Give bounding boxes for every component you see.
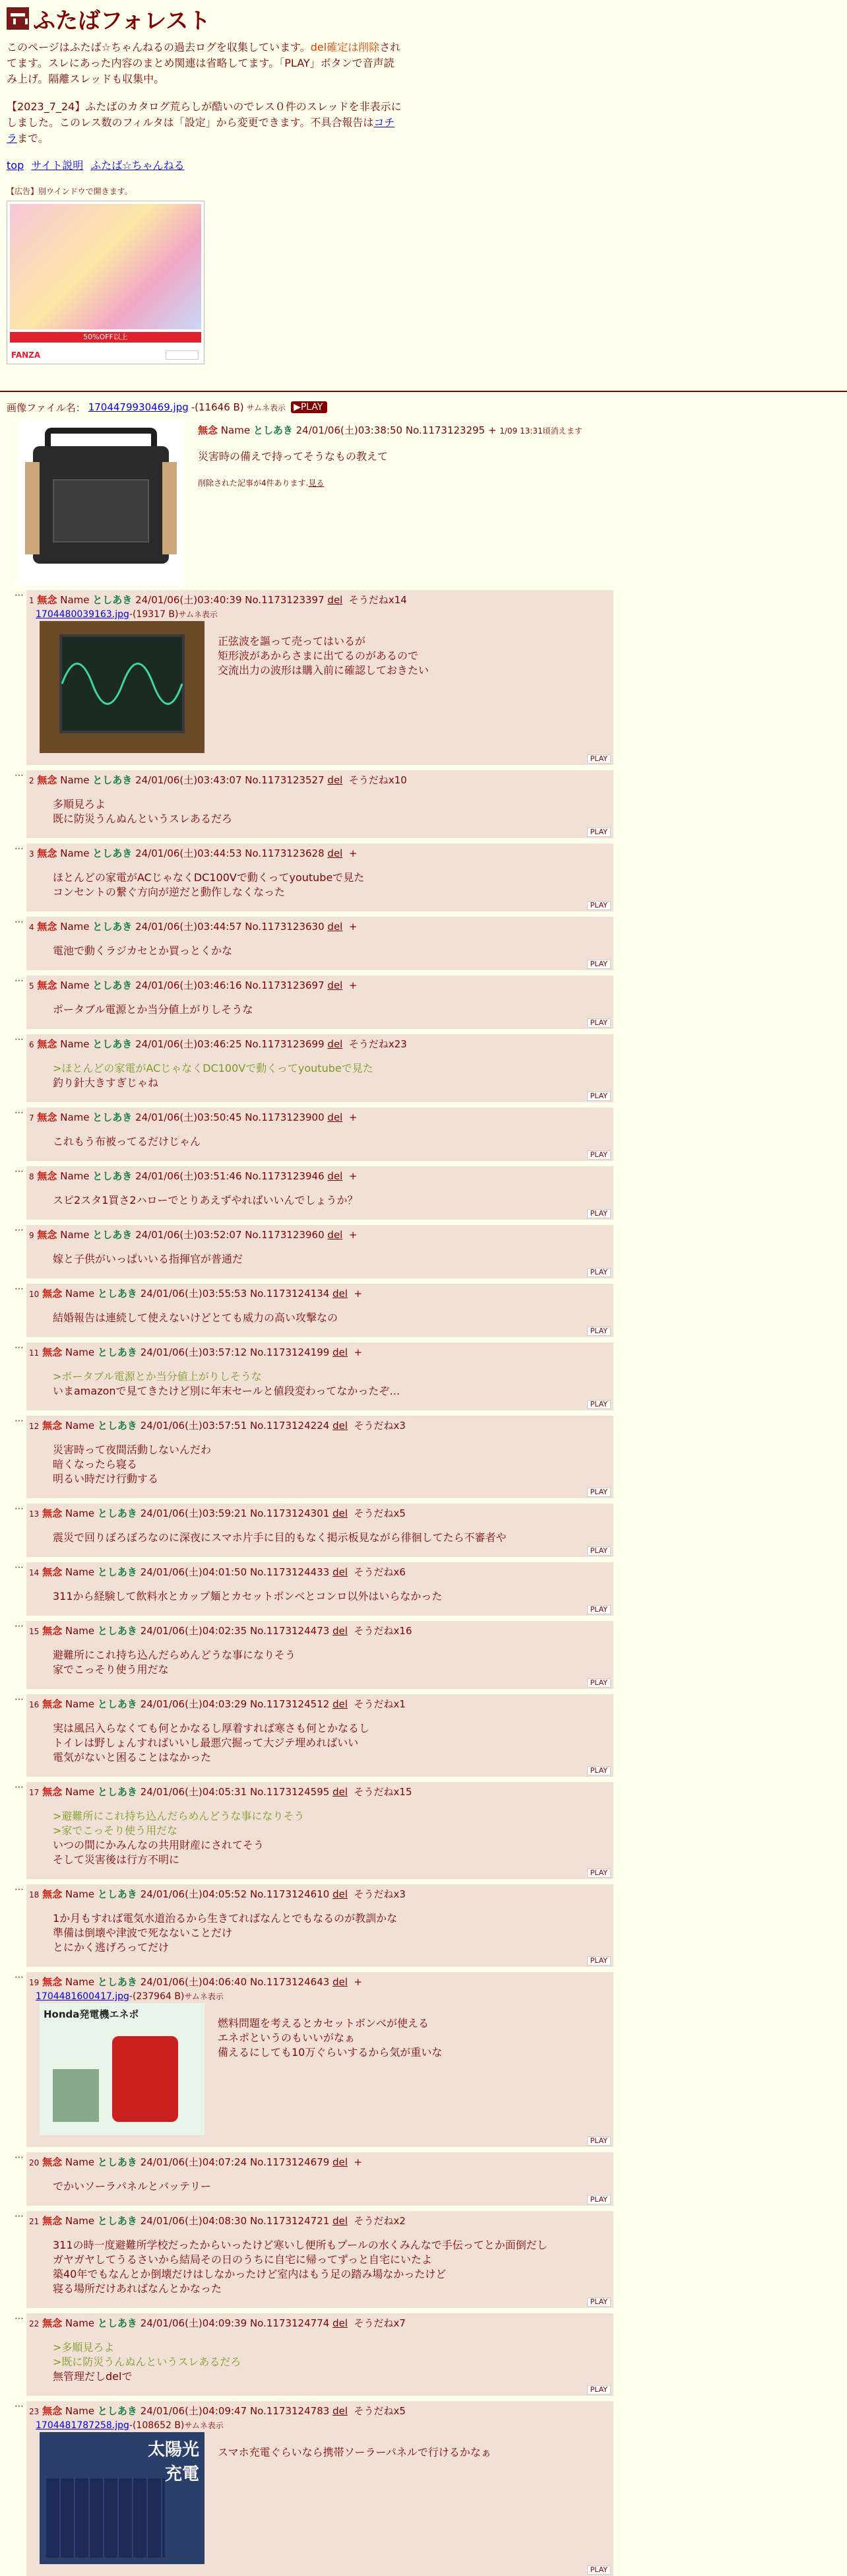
reply-meta: 6 無念 Name としあき 24/01/06(土)03:46:25 No.1173123699 del そうだねx23 bbox=[29, 1038, 407, 1050]
reply-file-line: 1704481787258.jpg-(108652 B)サムネ表示 bbox=[36, 2420, 224, 2431]
reply-menu-icon[interactable]: ⋯ bbox=[15, 2401, 24, 2412]
reply-image-row bbox=[33, 2432, 613, 2564]
del-button[interactable]: del bbox=[327, 774, 343, 786]
thumb-toggle[interactable]: サムネ表示 bbox=[178, 610, 218, 619]
reply-meta: 12 無念 Name としあき 24/01/06(土)03:57:51 No.1173124224 del そうだねx3 bbox=[29, 1420, 406, 1432]
site-title-text: ふたばフォレスト bbox=[33, 7, 211, 34]
ad-caption: 【広告】別ウインドウで開きます。 bbox=[7, 187, 133, 196]
reply-file-link[interactable]: 1704480039163.jpg bbox=[36, 609, 129, 620]
del-button[interactable]: del bbox=[327, 921, 343, 933]
reply-file-line: 1704481600417.jpg-(237964 B)サムネ表示 bbox=[36, 1991, 224, 2002]
reply-play-button[interactable]: PLAY bbox=[587, 1327, 611, 1336]
del-button[interactable]: del bbox=[332, 2215, 348, 2227]
reply-line: コンセントの繋ぐ方向が逆だと動作しなくなった bbox=[53, 886, 286, 898]
reply-play-button[interactable]: PLAY bbox=[587, 1488, 611, 1497]
reply-menu-icon[interactable]: ⋯ bbox=[15, 1782, 24, 1793]
reply-meta: 23 無念 Name としあき 24/01/06(土)04:09:47 No.1173124783 del そうだねx5 bbox=[29, 2405, 406, 2417]
ad-banner[interactable] bbox=[7, 201, 204, 364]
op-plus-button[interactable]: + bbox=[488, 424, 497, 436]
reply-play-button[interactable]: PLAY bbox=[587, 1766, 611, 1775]
reply-post bbox=[15, 1107, 613, 1161]
reply-play-button[interactable]: PLAY bbox=[587, 1678, 611, 1688]
sodane-button[interactable]: そうだねx16 bbox=[354, 1625, 412, 1637]
reply-post bbox=[15, 1416, 613, 1498]
reply-post bbox=[15, 2313, 613, 2396]
reply-line: 備えるにしても10万ぐらいするから気が重いな bbox=[218, 2046, 443, 2059]
sodane-button[interactable]: そうだねx5 bbox=[354, 2405, 406, 2417]
reply-meta: 1 無念 Name としあき 24/01/06(土)03:40:39 No.1173123397 del そうだねx14 bbox=[29, 594, 407, 606]
reply-meta: 20 無念 Name としあき 24/01/06(土)04:07:24 No.1173124679 del + bbox=[29, 2156, 363, 2168]
sodane-button[interactable]: + bbox=[354, 1288, 363, 1300]
reply-image-row bbox=[33, 621, 613, 753]
reply-play-button[interactable]: PLAY bbox=[587, 901, 611, 910]
reply-post bbox=[15, 1503, 613, 1557]
del-button[interactable]: del bbox=[332, 1288, 348, 1300]
reply-line: 既に防災うんぬんというスレあるだろ bbox=[53, 812, 233, 825]
sodane-button[interactable]: + bbox=[348, 847, 358, 859]
reply-play-button[interactable]: PLAY bbox=[587, 1150, 611, 1160]
reply-meta: 10 無念 Name としあき 24/01/06(土)03:55:53 No.1173124134 del + bbox=[29, 1288, 363, 1300]
op-meta: 無念 Name としあき 24/01/06(土)03:38:50 No.1173123295 + 1/09 13:31頃消えます bbox=[198, 424, 582, 436]
reply-line: 釣り針大きすぎじゃね bbox=[53, 1076, 159, 1089]
del-button[interactable]: del bbox=[332, 1566, 348, 1578]
site-description: このページはふたば☆ちゃんねるの過去ログを収集しています。del確定は削除されてます。スレにあった内容のまとめ関連は省略してます。「PLAY」ボタンで音声読み上げ。隔離スレッドも収集中。 bbox=[7, 41, 401, 85]
reply-menu-icon[interactable]: ⋯ bbox=[15, 1972, 24, 1983]
reply-menu-icon[interactable]: ⋯ bbox=[15, 1621, 24, 1632]
del-button[interactable]: del bbox=[332, 1507, 348, 1519]
reply-menu-icon[interactable]: ⋯ bbox=[15, 1284, 24, 1294]
sodane-button[interactable]: そうだねx6 bbox=[354, 1566, 406, 1578]
reply-menu-icon[interactable]: ⋯ bbox=[15, 1562, 24, 1573]
reply-menu-icon[interactable]: ⋯ bbox=[15, 2313, 24, 2324]
reply-line: 家でこっそり使う用だな bbox=[53, 1663, 169, 1676]
del-button[interactable]: del bbox=[327, 979, 343, 991]
reply-line: 無管理だしdelで bbox=[53, 2370, 133, 2383]
reply-meta: 4 無念 Name としあき 24/01/06(土)03:44:57 No.1173123630 del + bbox=[29, 921, 358, 933]
reply-menu-icon[interactable]: ⋯ bbox=[15, 2152, 24, 2163]
reply-file-link[interactable]: 1704481600417.jpg bbox=[36, 1991, 129, 2002]
reply-line: >家でこっそり使う用だな bbox=[53, 1824, 178, 1837]
reply-meta: 8 無念 Name としあき 24/01/06(土)03:51:46 No.1173123946 del + bbox=[29, 1170, 358, 1182]
reply-play-button[interactable]: PLAY bbox=[587, 1268, 611, 1277]
reply-line: 交流出力の波形は購入前に確認しておきたい bbox=[218, 664, 429, 677]
reply-meta: 22 無念 Name としあき 24/01/06(土)04:09:39 No.1173124774 del そうだねx7 bbox=[29, 2317, 406, 2329]
reply-menu-icon[interactable]: ⋯ bbox=[15, 770, 24, 781]
del-button[interactable]: del bbox=[332, 1698, 348, 1710]
sodane-button[interactable]: そうだねx1 bbox=[354, 1698, 406, 1710]
del-button[interactable]: del bbox=[327, 1038, 343, 1050]
reply-play-button[interactable]: PLAY bbox=[587, 1092, 611, 1101]
sodane-button[interactable]: そうだねx2 bbox=[354, 2215, 406, 2227]
reply-play-button[interactable]: PLAY bbox=[587, 1956, 611, 1965]
reply-menu-icon[interactable]: ⋯ bbox=[15, 975, 24, 986]
sodane-button[interactable]: + bbox=[354, 1976, 363, 1988]
reply-meta: 3 無念 Name としあき 24/01/06(土)03:44:53 No.1173123628 del + bbox=[29, 847, 358, 859]
reply-post bbox=[15, 2152, 613, 2206]
reply-line: エネポというのもいいがなぁ bbox=[218, 2031, 356, 2044]
reply-line: 震災で回りぼろぼろなのに深夜にスマホ片手に目的もなく掲示板見ながら徘徊してたら不審者や bbox=[53, 1531, 507, 1544]
reply-thumbnail[interactable]: 太陽光充電 bbox=[33, 2432, 218, 2564]
sodane-button[interactable]: そうだねx14 bbox=[348, 594, 407, 606]
reply-meta: 11 無念 Name としあき 24/01/06(土)03:57:12 No.1173124199 del + bbox=[29, 1346, 363, 1358]
sodane-button[interactable]: + bbox=[348, 979, 358, 991]
site-info-link[interactable]: サイト説明 bbox=[31, 159, 84, 172]
reply-play-button[interactable]: PLAY bbox=[587, 2136, 611, 2146]
ad-sale-bar: 50%OFF以上 bbox=[10, 332, 201, 343]
reply-play-button[interactable]: PLAY bbox=[587, 960, 611, 969]
reply-line: 嫁と子供がいっぱいいる指揮官が普通だ bbox=[53, 1253, 243, 1265]
op-text: 災害時の備えで持ってそうなもの教えて bbox=[198, 450, 389, 463]
sodane-button[interactable]: + bbox=[348, 1170, 358, 1182]
reply-list bbox=[7, 590, 840, 2576]
sodane-button[interactable]: + bbox=[348, 921, 358, 933]
reply-meta: 5 無念 Name としあき 24/01/06(土)03:46:16 No.1173123697 del + bbox=[29, 979, 358, 991]
reply-meta: 17 無念 Name としあき 24/01/06(土)04:05:31 No.1173124595 del そうだねx15 bbox=[29, 1786, 412, 1798]
ad-nav-arrows[interactable] bbox=[166, 350, 199, 360]
reply-post bbox=[15, 1225, 613, 1278]
reply-line: >多順見ろよ bbox=[53, 2341, 115, 2354]
reply-meta: 9 無念 Name としあき 24/01/06(土)03:52:07 No.1173123960 del + bbox=[29, 1229, 358, 1241]
del-button[interactable]: del bbox=[332, 2405, 348, 2417]
reply-play-button[interactable]: PLAY bbox=[587, 754, 611, 764]
reply-file-line: 1704480039163.jpg-(19317 B)サムネ表示 bbox=[36, 609, 218, 620]
reply-meta: 15 無念 Name としあき 24/01/06(土)04:02:35 No.1173124473 del そうだねx16 bbox=[29, 1625, 412, 1637]
reply-line: スマホ充電ぐらいなら携帯ソーラーパネルで行けるかなぁ bbox=[218, 2446, 491, 2459]
site-title bbox=[7, 5, 840, 32]
reply-thumbnail[interactable] bbox=[33, 621, 218, 753]
reply-post bbox=[15, 1034, 613, 1102]
del-button[interactable]: del bbox=[332, 1786, 348, 1798]
reply-meta: 16 無念 Name としあき 24/01/06(土)04:03:29 No.1173124512 del そうだねx1 bbox=[29, 1698, 406, 1710]
reply-post bbox=[15, 1342, 613, 1410]
sodane-button[interactable]: + bbox=[348, 1229, 358, 1241]
reply-line: とにかく逃げろってだけ bbox=[53, 1941, 170, 1954]
reply-line: 燃料問題を考えるとカセットボンベが使える bbox=[218, 2017, 429, 2030]
reply-line: いつの間にかみんなの共用財産にされてそう bbox=[53, 1839, 265, 1851]
reply-line: スピ2スタ1買さ2ハローでとりあえずやればいいんでしょうか？ bbox=[53, 1194, 358, 1206]
reply-menu-icon[interactable]: ⋯ bbox=[15, 1034, 24, 1045]
reply-line: 電気がないと困ることはなかった bbox=[53, 1751, 212, 1764]
reply-meta: 18 無念 Name としあき 24/01/06(土)04:05:52 No.1173124610 del そうだねx3 bbox=[29, 1888, 406, 1900]
reply-meta: 14 無念 Name としあき 24/01/06(土)04:01:50 No.1173124433 del そうだねx6 bbox=[29, 1566, 406, 1578]
sodane-button[interactable]: そうだねx5 bbox=[354, 1507, 406, 1519]
reply-post bbox=[15, 843, 613, 911]
thumb-toggle[interactable]: サムネ表示 bbox=[184, 1992, 224, 2001]
del-button[interactable]: del bbox=[327, 594, 343, 606]
reply-line: でかいソーラパネルとバッテリー bbox=[53, 2180, 212, 2193]
sodane-button[interactable]: そうだねx10 bbox=[348, 774, 407, 786]
reply-line: 準備は倒壊や津波で死なないことだけ bbox=[53, 1927, 233, 1939]
reply-thumbnail[interactable]: Honda発電機エネポ bbox=[33, 2003, 218, 2135]
reply-menu-icon[interactable]: ⋯ bbox=[15, 1694, 24, 1705]
reply-play-button[interactable]: PLAY bbox=[587, 2565, 611, 2575]
del-button[interactable]: del bbox=[332, 2156, 348, 2168]
reply-menu-icon[interactable]: ⋯ bbox=[15, 1225, 24, 1236]
reply-line: 災害時って夜間活動しないんだわ bbox=[53, 1443, 212, 1456]
reply-line: 築40年でもなんとか倒壊だけはしなかったけど室内はもう足の踏み場なかったけど bbox=[53, 2268, 447, 2280]
del-button[interactable]: del bbox=[327, 847, 343, 859]
top-link[interactable]: top bbox=[7, 159, 24, 172]
sodane-button[interactable]: + bbox=[354, 1346, 363, 1358]
del-button[interactable]: del bbox=[332, 1420, 348, 1432]
reply-line: 明るい時だけ行動する bbox=[53, 1472, 159, 1485]
reply-play-button[interactable]: PLAY bbox=[587, 1018, 611, 1028]
reply-line: いまamazonで見てきたけど別に年末セールと値段変わってなかったぞ… bbox=[53, 1385, 400, 1397]
reply-post bbox=[15, 1166, 613, 1220]
reply-menu-icon[interactable]: ⋯ bbox=[15, 2211, 24, 2222]
reply-play-button[interactable]: PLAY bbox=[587, 2385, 611, 2394]
reply-meta: 19 無念 Name としあき 24/01/06(土)04:06:40 No.1173124643 del + bbox=[29, 1976, 363, 1988]
del-button[interactable]: del bbox=[332, 1976, 348, 1988]
reply-meta: 21 無念 Name としあき 24/01/06(土)04:08:30 No.1173124721 del そうだねx2 bbox=[29, 2215, 406, 2227]
reply-post bbox=[15, 590, 613, 765]
reply-post bbox=[15, 770, 613, 838]
op-post bbox=[7, 420, 840, 585]
reply-menu-icon[interactable]: ⋯ bbox=[15, 590, 24, 601]
reply-line: >ほとんどの家電がACじゃなくDC100Vで動くってyoutubeで見た bbox=[53, 1062, 373, 1074]
reply-post bbox=[15, 2211, 613, 2308]
reply-line: >ポータブル電源とか当分値上がりしそうな bbox=[53, 1370, 262, 1383]
reply-menu-icon[interactable]: ⋯ bbox=[15, 1107, 24, 1118]
sodane-button[interactable]: そうだねx7 bbox=[354, 2317, 406, 2329]
ad-image[interactable] bbox=[10, 204, 201, 329]
reply-menu-icon[interactable]: ⋯ bbox=[15, 1884, 24, 1895]
reply-play-button[interactable]: PLAY bbox=[587, 1209, 611, 1218]
reply-line: ポータブル電源とか当分値上がりしそうな bbox=[53, 1003, 253, 1016]
del-button[interactable]: del bbox=[332, 1625, 348, 1637]
reply-meta: 13 無念 Name としあき 24/01/06(土)03:59:21 No.1173124301 del そうだねx5 bbox=[29, 1507, 406, 1519]
reply-line: 寝る場所だけあればなんとかなった bbox=[53, 2282, 222, 2295]
reply-line: そして災害後は行方不明に bbox=[53, 1853, 180, 1866]
thread bbox=[0, 399, 847, 2576]
reply-line: これもう布被ってるだけじゃん bbox=[53, 1135, 201, 1148]
reply-menu-icon[interactable]: ⋯ bbox=[15, 1342, 24, 1353]
futaba-link[interactable]: ふたば☆ちゃんねる bbox=[90, 159, 185, 172]
reply-line: ほとんどの家電がACじゃなくDC100Vで動くってyoutubeで見た bbox=[53, 871, 365, 884]
reply-post bbox=[15, 1562, 613, 1616]
divider bbox=[0, 391, 847, 392]
del-button[interactable]: del bbox=[327, 1170, 343, 1182]
reply-line: 正弦波を謳って売ってはいるが bbox=[218, 635, 366, 647]
thread-file-line: 画像ファイル名： 1704479930469.jpg -(11646 B) サムネ表示 ▶PLAY bbox=[7, 399, 840, 416]
reply-line: 電池で動くラジカセとか買っとくかな bbox=[53, 944, 233, 957]
reply-line: 暗くなったら寝る bbox=[53, 1458, 138, 1470]
reply-play-button[interactable]: PLAY bbox=[587, 1605, 611, 1614]
reply-play-button[interactable]: PLAY bbox=[587, 1400, 611, 1409]
thread-play-button[interactable]: ▶PLAY bbox=[291, 401, 327, 413]
reply-post bbox=[15, 1694, 613, 1777]
del-button[interactable]: del bbox=[327, 1111, 343, 1123]
reply-line: 多順見ろよ bbox=[53, 798, 106, 810]
reply-post bbox=[15, 2401, 613, 2576]
thumb-toggle[interactable]: サムネ表示 bbox=[184, 2421, 224, 2430]
reply-line: 実は風呂入らなくても何とかなるし厚着すれば寒さも何とかなるし bbox=[53, 1722, 370, 1734]
reply-menu-icon[interactable]: ⋯ bbox=[15, 1416, 24, 1426]
sodane-button[interactable]: そうだねx3 bbox=[354, 1420, 406, 1432]
reply-line: ガヤガヤしてうるさいから結局その日のうちに自宅に帰ってずっと自宅にいたよ bbox=[53, 2253, 433, 2266]
reply-meta: 7 無念 Name としあき 24/01/06(土)03:50:45 No.1173123900 del + bbox=[29, 1111, 358, 1123]
sodane-button[interactable]: そうだねx23 bbox=[348, 1038, 407, 1050]
reply-post bbox=[15, 975, 613, 1029]
reply-play-button[interactable]: PLAY bbox=[587, 1868, 611, 1878]
reply-meta: 2 無念 Name としあき 24/01/06(土)03:43:07 No.1173123527 del そうだねx10 bbox=[29, 774, 407, 786]
reply-line: >既に防災うんぬんというスレあるだろ bbox=[53, 2356, 241, 2368]
show-deleted-link[interactable]: 見る bbox=[308, 479, 325, 488]
reply-play-button[interactable]: PLAY bbox=[587, 2297, 611, 2307]
reply-menu-icon[interactable]: ⋯ bbox=[15, 843, 24, 854]
reply-post bbox=[15, 1284, 613, 1337]
op-thumbnail[interactable] bbox=[18, 420, 183, 585]
reply-menu-icon[interactable]: ⋯ bbox=[15, 1166, 24, 1177]
del-button[interactable]: del bbox=[332, 2317, 348, 2329]
report-link[interactable]: コチラ bbox=[7, 116, 395, 145]
reply-line: >避難所にこれ持ち込んだらめんどうな事になりそう bbox=[53, 1810, 305, 1822]
reply-line: 矩形波があからさまに出てるのがあるので bbox=[218, 649, 419, 662]
deleted-note: 削除された記事が4件あります.見る bbox=[198, 479, 325, 488]
reply-image-row bbox=[33, 2003, 613, 2135]
del-button[interactable]: del bbox=[332, 1346, 348, 1358]
reply-line: 311の時一度避難所学校だったからいったけど寒いし便所もプールの水くみんなで手伝ってとか面倒だし bbox=[53, 2239, 548, 2251]
reply-post bbox=[15, 1782, 613, 1879]
reply-play-button[interactable]: PLAY bbox=[587, 2195, 611, 2204]
sodane-button[interactable]: そうだねx15 bbox=[354, 1786, 412, 1798]
site-notice: 【2023_7_24】ふたばのカタログ荒らしが酷いのでレス０件のスレッドを非表示にしました。このレス数のフィルタは「設定」から変更できます。不具合報告はコチラまで。 bbox=[7, 100, 402, 145]
sodane-button[interactable]: そうだねx3 bbox=[354, 1888, 406, 1900]
reply-post bbox=[15, 917, 613, 970]
ad-block bbox=[7, 185, 204, 364]
reply-post bbox=[15, 1884, 613, 1967]
reply-line: 311から経験して飲料水とカップ麺とカセットボンベとコンロ以外はいらなかった bbox=[53, 1590, 443, 1602]
reply-play-button[interactable]: PLAY bbox=[587, 1546, 611, 1556]
thread-file-link[interactable]: 1704479930469.jpg bbox=[88, 401, 189, 413]
del-button[interactable]: del bbox=[327, 1229, 343, 1241]
reply-menu-icon[interactable]: ⋯ bbox=[15, 917, 24, 927]
reply-post bbox=[15, 1621, 613, 1689]
sodane-button[interactable]: + bbox=[348, 1111, 358, 1123]
reply-post bbox=[15, 1972, 613, 2147]
reply-menu-icon[interactable]: ⋯ bbox=[15, 1503, 24, 1514]
reply-line: 結婚報告は連続して使えないけどとても威力の高い攻撃なの bbox=[53, 1311, 338, 1324]
thumb-toggle[interactable]: サムネ表示 bbox=[246, 403, 286, 413]
nav-links bbox=[7, 157, 840, 172]
reply-line: 避難所にこれ持ち込んだらめんどうな事になりそう bbox=[53, 1649, 296, 1661]
reply-play-button[interactable]: PLAY bbox=[587, 828, 611, 837]
ad-logo: FANZA bbox=[11, 350, 41, 360]
del-button[interactable]: del bbox=[332, 1888, 348, 1900]
reply-line: トイレは野しょんすればいいし最悪穴掘って大ジテ埋めればいい bbox=[53, 1736, 359, 1749]
site-logo-icon bbox=[7, 7, 29, 30]
sodane-button[interactable]: + bbox=[354, 2156, 363, 2168]
reply-file-link[interactable]: 1704481787258.jpg bbox=[36, 2420, 129, 2431]
reply-line: 1か月もすれば電気水道治るから生きてればなんとでもなるのが教訓かな bbox=[53, 1912, 398, 1925]
